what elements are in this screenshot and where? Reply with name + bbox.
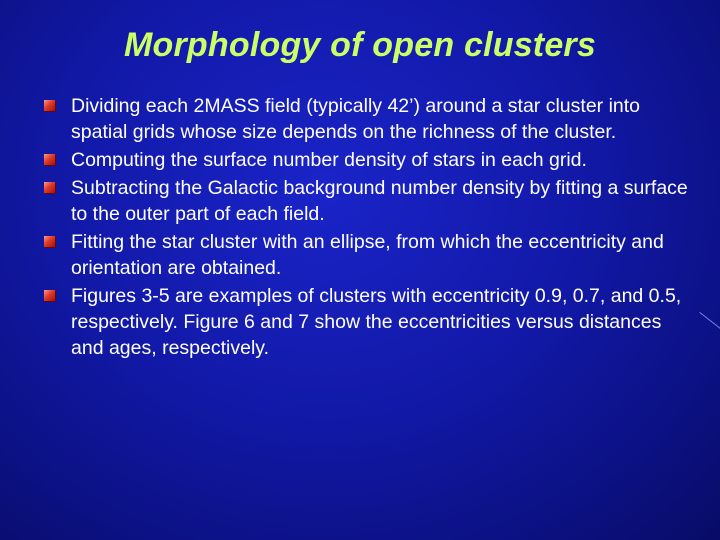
square-bullet-icon — [44, 236, 55, 247]
slide-title: Morphology of open clusters — [124, 26, 596, 64]
bullet-item — [44, 93, 694, 145]
bullet-list — [44, 93, 694, 363]
square-bullet-icon — [44, 100, 55, 111]
bullet-item — [44, 175, 694, 227]
bullet-text: Fitting the star cluster with an ellipse, from which the eccentricity and orientation are obtained. — [71, 231, 664, 279]
bullet-text: Dividing each 2MASS field (typically 42’) around a star cluster into spatial grids whose size depends on the richness of the cluster. — [71, 95, 641, 143]
decorative-line — [699, 312, 720, 329]
square-bullet-icon — [44, 290, 55, 301]
square-bullet-icon — [44, 154, 55, 165]
bullet-text: Figures 3-5 are examples of clusters with eccentricity 0.9, 0.7, and 0.5, respectively. Figure 6 and 7 show the eccentricities versus distances and ages, respectively. — [71, 285, 682, 359]
bullet-item — [44, 283, 694, 361]
bullet-text: Computing the surface number density of stars in each grid. — [71, 149, 587, 171]
bullet-item — [44, 147, 694, 173]
bullet-item — [44, 229, 694, 281]
square-bullet-icon — [44, 182, 55, 193]
bullet-text: Subtracting the Galactic background number density by fitting a surface to the outer part of each field. — [71, 177, 688, 225]
